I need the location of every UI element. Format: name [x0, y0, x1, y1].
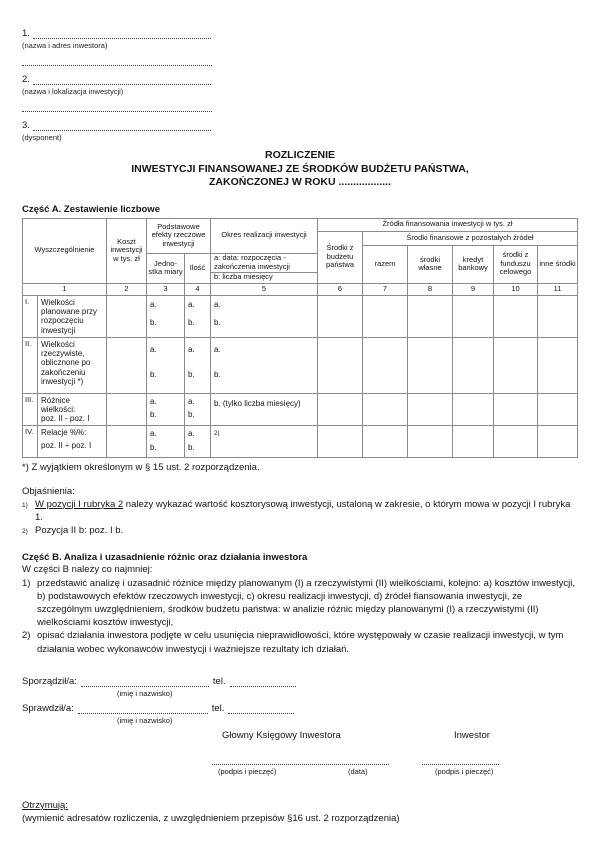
table-cell[interactable]: [107, 338, 147, 394]
field-investor-caption: (nazwa i adres inwestora): [22, 41, 108, 50]
table-cell[interactable]: [453, 426, 494, 458]
document-title: [22, 149, 578, 190]
field-investment: [22, 73, 578, 85]
part-b-intro: W części B należy co najmniej:: [22, 564, 153, 576]
table-cell[interactable]: [185, 296, 211, 338]
cell-b-label: b.: [188, 370, 195, 380]
table-cell[interactable]: [363, 426, 408, 458]
col-number: 1: [23, 284, 107, 296]
col-number: 11: [538, 284, 578, 296]
col-number: 10: [494, 284, 538, 296]
row-label-line2: poz. II ÷ poz. I: [41, 441, 92, 451]
cell-b-label: b.: [150, 410, 157, 420]
col-header-wyszczegolnienie: Wyszczególnienie: [23, 219, 107, 284]
col-header-pozostale: Środki finansowe z pozostałych źródeł: [363, 232, 578, 246]
table-cell[interactable]: [147, 296, 185, 338]
table-cell[interactable]: [211, 338, 318, 394]
objasnienia-block: [22, 485, 578, 539]
checked-by-tel-blank[interactable]: [228, 703, 294, 714]
checked-by-label: Sprawdził/a:: [22, 702, 74, 714]
col-header-razem: razem: [363, 246, 408, 284]
underlined-phrase: W pozycji I rubryka 2: [35, 498, 124, 510]
field-disponent: [22, 119, 578, 131]
col-header-okres: Okres realizacji inwestycji: [211, 219, 318, 254]
footnote-marker: 2): [214, 430, 220, 437]
table-cell: [211, 426, 318, 458]
table-cell[interactable]: [494, 426, 538, 458]
title-line-2: INWESTYCJI FINANSOWANEJ ZE ŚRODKÓW BUDŻETU PAŃSTWA,: [131, 162, 469, 175]
row-label: [38, 296, 107, 338]
investment-blank-line-2[interactable]: [22, 101, 212, 112]
table-cell[interactable]: [147, 394, 185, 426]
objasnienia-item-2-text: Pozycja II b: poz. I b.: [35, 525, 124, 537]
objasnienia-heading: Objaśnienia:: [22, 485, 75, 497]
table-cell: b. (tylko liczba miesięcy): [211, 394, 318, 426]
row-roman: II.: [23, 338, 38, 394]
table-cell[interactable]: [453, 394, 494, 426]
table-cell[interactable]: [408, 426, 453, 458]
row-roman: I.: [23, 296, 38, 338]
list-number: 1): [22, 577, 31, 589]
cell-b-label: b.: [150, 443, 157, 453]
chief-accountant-title: Głowny Księgowy Inwestora: [222, 729, 341, 741]
table-cell[interactable]: [453, 338, 494, 394]
col-number: 9: [453, 284, 494, 296]
table-cell[interactable]: [363, 394, 408, 426]
col-header-inne: inne środki: [538, 246, 578, 284]
field-disponent-caption: (dysponent): [22, 133, 62, 142]
table-cell[interactable]: [408, 296, 453, 338]
objasnienia-item-1-rest: należy wykazać wartość kosztorysową inwestycji, ustaloną w zakresie, o którym mowa w pozycji I rubryka 1.: [35, 498, 571, 523]
row-roman: IV.: [23, 426, 38, 458]
table-cell[interactable]: [185, 394, 211, 426]
table-cell[interactable]: [538, 426, 578, 458]
table-cell[interactable]: [147, 426, 185, 458]
row-label-line1: Wielkości rzeczywiste, oblicznone po zakończeniu inwestycji *): [41, 339, 91, 387]
signature-blank-right[interactable]: [422, 763, 499, 765]
field-investor: [22, 27, 578, 39]
table-cell[interactable]: [185, 426, 211, 458]
date-caption: (data): [348, 766, 368, 776]
signature-caption-right: (podpis i pieczęć): [435, 766, 494, 776]
col-header-zrodla: Źródła finansowania inwestycji w tys. zł: [318, 219, 578, 232]
investor-title: Inwestor: [454, 729, 490, 741]
checked-by-caption: (imię i nazwisko): [117, 715, 173, 725]
col-number: 3: [147, 284, 185, 296]
checked-by-line: [22, 702, 578, 714]
checked-by-name-blank[interactable]: [78, 703, 208, 714]
investor-blank-line[interactable]: [33, 28, 211, 39]
cell-a-label: a.: [150, 428, 157, 438]
cell-a-label: a.: [188, 344, 195, 354]
table-cell[interactable]: [147, 338, 185, 394]
cell-a-label: a.: [188, 396, 195, 406]
part-b-item-1-text: przedstawić analizę i uzasadnić różnice między planowanym (I) a rzeczywistymi (II) wielkościami, kolejno: a) kosztów inwestycji, b) podstawowych efektów rzeczowych inwestycji, c) okresu realizacji inwestycji, d) źródeł fiansowania inwestycji, ze szczególnym uwzględnieniem, środków budżetu państwa: w analizie różnic między planowanymi (I) a rzeczywistymi (II) wielkościami kosztów inwestycji,: [37, 577, 575, 629]
row-label: [38, 394, 107, 426]
tel-label: tel.: [211, 702, 225, 714]
field-number: 1.: [22, 28, 30, 39]
col-number: 5: [211, 284, 318, 296]
table-cell[interactable]: [318, 338, 363, 394]
prepared-by-tel-blank[interactable]: [230, 676, 296, 687]
col-header-okres-b: b: liczba miesięcy: [211, 273, 318, 284]
col-number: 7: [363, 284, 408, 296]
col-number: 4: [185, 284, 211, 296]
col-header-jednostka: Jedno-stka miary: [147, 254, 185, 284]
col-header-koszt: Koszt inwestycji w tys. zł: [107, 219, 147, 284]
cell-a-label: a.: [188, 299, 195, 309]
cell-a-label: a.: [150, 396, 157, 406]
col-header-efekty: Podstawowe efekty rzeczowe inwestycji: [147, 219, 211, 254]
cell-a-label: a.: [188, 428, 195, 438]
table-body: [22, 296, 578, 458]
row-label-line1: Różnice wielkości:: [41, 395, 76, 414]
table-cell[interactable]: [318, 394, 363, 426]
field-number: 2.: [22, 74, 30, 85]
cell-b-label: b.: [188, 318, 195, 328]
cell-b-label: b.: [214, 318, 221, 328]
table-cell[interactable]: [318, 426, 363, 458]
investment-blank-line[interactable]: [33, 74, 211, 85]
signature-blank-left[interactable]: [212, 763, 389, 765]
table-cell[interactable]: [494, 394, 538, 426]
table-cell[interactable]: [107, 426, 147, 458]
row-roman: III.: [23, 394, 38, 426]
table-cell[interactable]: [538, 394, 578, 426]
table-header: [22, 218, 578, 296]
investor-blank-line-2[interactable]: [22, 55, 212, 66]
table-cell[interactable]: [107, 296, 147, 338]
col-header-okres-a: a: data: rozpoczęcia - zakończenia inwestycji: [211, 254, 318, 273]
cell-a-label: a.: [150, 344, 157, 354]
row-label: [38, 338, 107, 394]
part-a-heading: Część A. Zestawienie liczbowe: [22, 203, 160, 215]
recipients-note: (wymienić adresatów rozliczenia, z uwzględnieniem przepisów §16 ust. 2 rozporządzenia): [22, 812, 400, 824]
part-b-item-2: [22, 629, 578, 655]
objasnienia-item-1-text: [35, 498, 578, 524]
row-label-line1: Wielkości planowane przy rozpoczęciu inwestycji: [41, 297, 98, 335]
prepared-by-label: Sporządził/a:: [22, 675, 77, 687]
cell-b-label: b.: [188, 410, 195, 420]
objasnienia-item-2: [22, 524, 578, 538]
col-header-wlasne: środki własne: [408, 246, 453, 284]
col-header-ilosc: Ilość: [185, 254, 211, 284]
field-number: 3.: [22, 120, 30, 131]
table-cell[interactable]: [494, 338, 538, 394]
col-number: 6: [318, 284, 363, 296]
part-b-item-2-text: opisać działania inwestora podjęte w celu usunięcia nieprawidłowości, które występowały w czasie realizacji inwestycji, w tym działania wobec wykonawców inwestycji i ważniejsze rezultaty ich działań.: [37, 630, 564, 655]
col-header-kredyt: kredyt bankowy: [453, 246, 494, 284]
disponent-blank-line[interactable]: [33, 120, 211, 131]
table-cell[interactable]: [107, 394, 147, 426]
cell-b-label: b.: [188, 443, 195, 453]
table-cell[interactable]: [538, 296, 578, 338]
objasnienia-item-1: [22, 498, 578, 524]
title-line-1: ROZLICZENIE: [265, 149, 335, 161]
table-cell[interactable]: [211, 296, 318, 338]
col-number: 8: [408, 284, 453, 296]
title-line-3: ZAKOŃCZONEJ W ROKU ..................: [208, 176, 391, 188]
footnote-marker: 1): [22, 501, 28, 509]
cell-a-label: a.: [214, 299, 221, 309]
row-label-line1: Relacje %%:: [41, 427, 87, 437]
table-cell[interactable]: [408, 394, 453, 426]
part-b-heading: Część B. Analiza i uzasadnienie różnic oraz działania inwestora: [22, 552, 308, 564]
col-header-fundusz: środki z funduszu celowego: [494, 246, 538, 284]
signature-caption-left: (podpis i pieczęć): [218, 766, 277, 776]
prepared-by-name-blank[interactable]: [81, 676, 209, 687]
list-number: 2): [22, 630, 31, 642]
footnote-marker: 2): [22, 528, 28, 536]
part-b-item-1: [22, 577, 578, 630]
cell-a-label: a.: [150, 299, 157, 309]
table-cell[interactable]: [408, 338, 453, 394]
table-cell[interactable]: [363, 338, 408, 394]
table-footnote: *) Z wyjątkiem określonym w § 15 ust. 2 rozporządzenia.: [22, 461, 260, 473]
field-investment-caption: (nazwa i lokalizacja inwestycji): [22, 87, 124, 96]
table-cell[interactable]: [494, 296, 538, 338]
table-cell[interactable]: [538, 338, 578, 394]
col-header-budzet: Środki z budżetu państwa: [318, 232, 363, 284]
table-cell[interactable]: [363, 296, 408, 338]
prepared-by-line: [22, 675, 578, 687]
cell-b-label: b.: [214, 370, 221, 380]
prepared-by-caption: (imię i nazwisko): [117, 688, 173, 698]
signatures-block: [22, 730, 578, 792]
table-cell[interactable]: [185, 338, 211, 394]
table-cell[interactable]: [318, 296, 363, 338]
cell-a-label: a.: [214, 344, 221, 354]
cell-b-label: b.: [150, 318, 157, 328]
cell-b-label: b.: [150, 370, 157, 380]
row-label-line2: poz. II - poz. I: [41, 414, 90, 424]
row-label: [38, 426, 107, 458]
tel-label: tel.: [212, 675, 226, 687]
col-number: 2: [107, 284, 147, 296]
recipients-heading: Otrzymują:: [22, 799, 68, 811]
table-cell[interactable]: [453, 296, 494, 338]
